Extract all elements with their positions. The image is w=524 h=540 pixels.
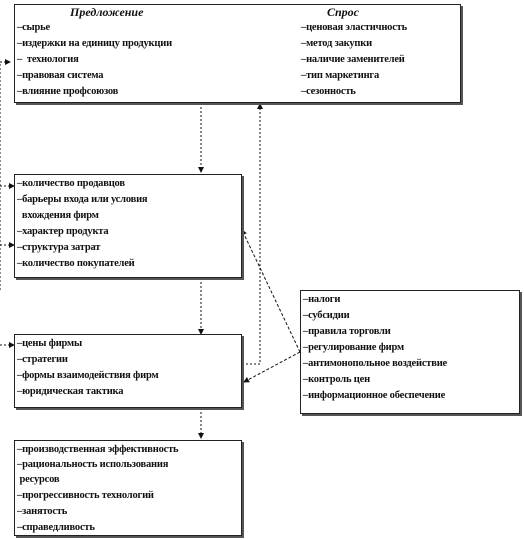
structure-item: –структура затрат xyxy=(17,242,101,253)
arrow-behavior-to-conditions xyxy=(242,104,260,364)
policy-item: –регулирование фирм xyxy=(303,342,404,353)
structure-item: –характер продукта xyxy=(17,226,109,237)
policy-item: –правила торговли xyxy=(303,326,391,337)
performance-item: –занятость xyxy=(17,506,68,517)
performance-item: –производственная эффективность xyxy=(17,444,179,455)
performance-item: –рациональность использования xyxy=(17,459,169,470)
structure-item: вхождения фирм xyxy=(21,210,99,221)
structure-item: –количество покупателей xyxy=(17,258,135,269)
supply-item: –влияние профсоюзов xyxy=(17,86,119,97)
behavior-item: –цены фирмы xyxy=(17,338,82,349)
behavior-item: –стратегии xyxy=(17,354,68,365)
supply-header: Предложение xyxy=(70,5,144,19)
demand-item: –ценовая эластичность xyxy=(301,22,407,33)
demand-item: –сезонность xyxy=(301,86,356,97)
demand-header: Спрос xyxy=(327,5,360,19)
arrow-policy-to-structure xyxy=(242,230,300,352)
performance-item: ресурсов xyxy=(19,474,60,485)
supply-item: –издержки на единицу продукции xyxy=(17,38,172,49)
policy-item: –информационное обеспечение xyxy=(303,390,446,401)
demand-item: –тип маркетинга xyxy=(301,70,380,81)
structure-item: –количество продавцов xyxy=(17,178,125,189)
market-performance-box xyxy=(14,440,242,536)
behavior-item: –формы взаимодействия фирм xyxy=(17,370,159,381)
policy-item: –антимонопольное воздействие xyxy=(303,358,448,369)
policy-item: –контроль цен xyxy=(303,374,370,385)
policy-item: –субсидии xyxy=(303,310,350,321)
market-structure-box xyxy=(14,174,242,278)
structure-item: –барьеры входа или условия xyxy=(17,194,148,205)
supply-item: –сырье xyxy=(17,22,50,33)
supply-item: – технология xyxy=(17,54,79,65)
arrow-policy-to-behavior xyxy=(244,352,300,382)
firm-behavior-box xyxy=(14,334,242,408)
basic-conditions-box xyxy=(14,4,461,103)
performance-item: –справедливость xyxy=(17,522,95,533)
demand-item: –метод закупки xyxy=(301,38,372,49)
behavior-item: –юридическая тактика xyxy=(17,386,124,397)
performance-item: –прогрессивность технологий xyxy=(17,490,154,501)
supply-item: –правовая система xyxy=(17,70,104,81)
feedback-loop-left xyxy=(0,62,10,290)
demand-item: –наличие заменителей xyxy=(301,54,405,65)
government-policy-box xyxy=(300,290,520,414)
policy-item: –налоги xyxy=(303,294,341,305)
